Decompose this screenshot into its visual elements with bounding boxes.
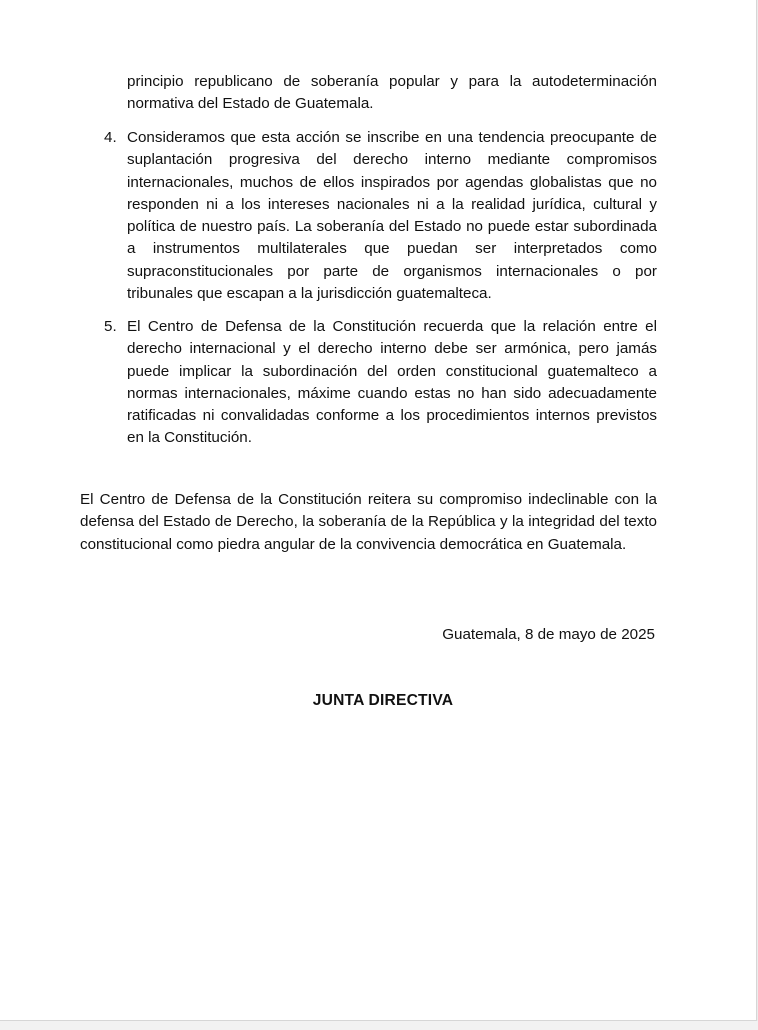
- list-item-text: Consideramos que esta acción se inscribe en una tendencia preocupante de suplantación progresiva del derecho interno mediante compromisos internacionales, muchos de ellos inspirados por agendas globalistas que no responden ni a los intereses nacionales ni a la realidad jurídica, cultural y política de nuestro país. La soberanía del Estado no puede estar subordinada a instrumentos multilaterales que puedan ser interpretados como supraconstitucionales por parte de organismos internacionales o por tribunales que escapan a la jurisdicción guatemalteca.: [127, 129, 657, 303]
- list-item-5: [104, 316, 657, 450]
- list-item-number: 5.: [104, 318, 117, 335]
- signature-heading: JUNTA DIRECTIVA: [312, 692, 454, 709]
- date-line: Guatemala, 8 de mayo de 2025: [442, 626, 655, 643]
- list-item-4: [104, 127, 657, 305]
- viewer-bottom-bar: [0, 1021, 758, 1030]
- list-item-text: El Centro de Defensa de la Constitución recuerda que la relación entre el derecho internacional y el derecho interno debe ser armónica, pero jamás puede implicar la subordinación del orden constitucional guatemalteco a normas internacionales, máxime cuando estas no han sido adecuadamente ratificadas ni convalidadas conforme a los procedimientos internos previstos en la Constitución.: [127, 318, 657, 447]
- closing-paragraph: El Centro de Defensa de la Constitución reitera su compromiso indeclinable con la defensa del Estado de Derecho, la soberanía de la República y la integridad del texto constitucional como piedra angular de la convivencia democrática en Guatemala.: [80, 491, 657, 553]
- list-item-number: 4.: [104, 129, 117, 146]
- continuation-paragraph: principio republicano de soberanía popular y para la autodeterminación normativa del Estado de Guatemala.: [127, 73, 657, 113]
